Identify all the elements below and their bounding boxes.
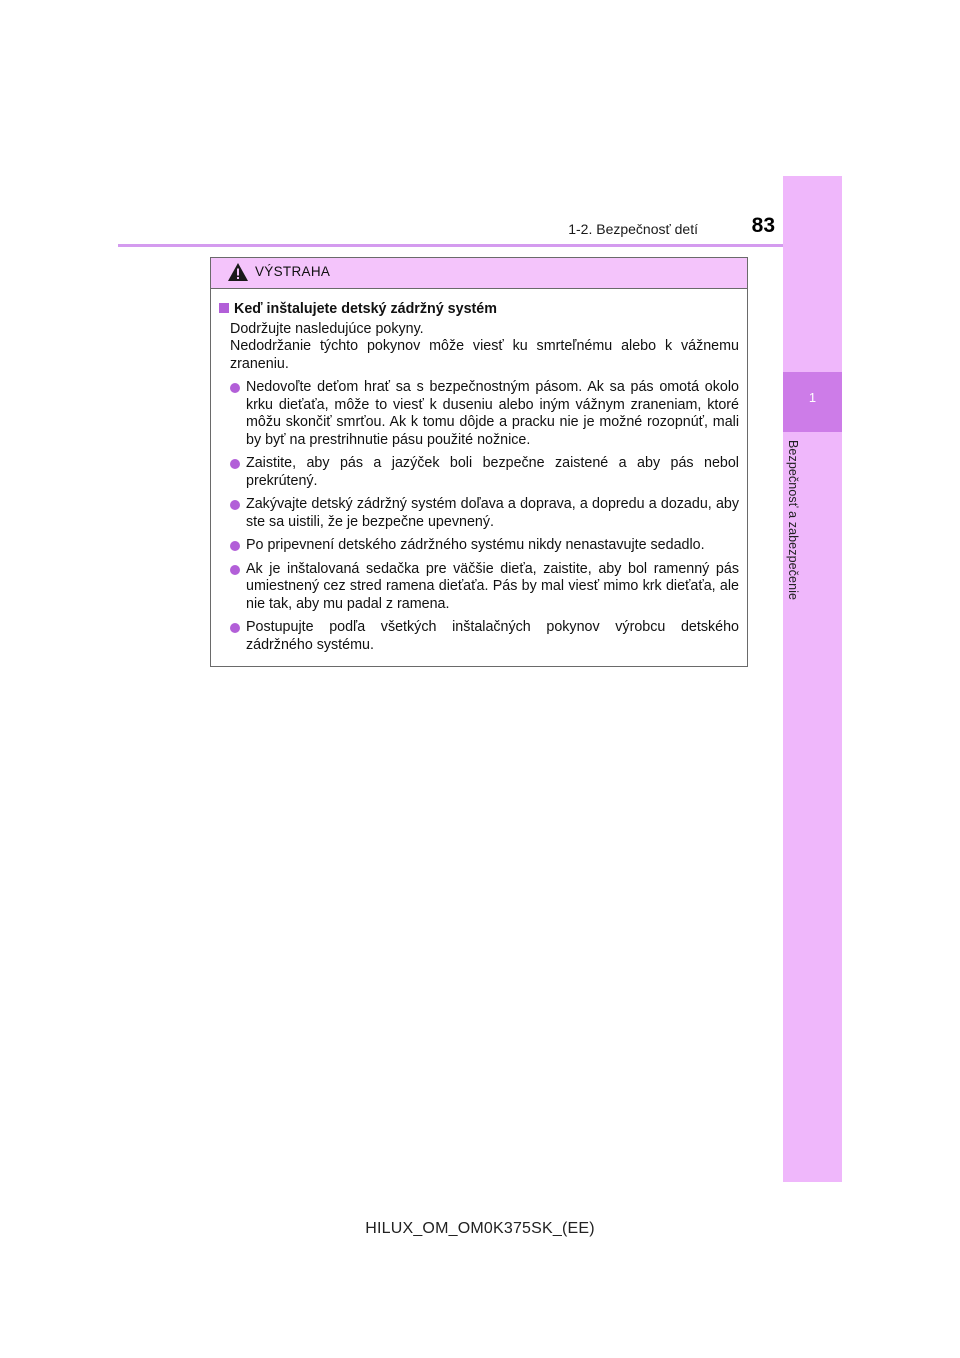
list-item-text: Zaistite, aby pás a jazýček boli bezpečne zaistené a aby pás nebol prekrútený. [246,455,739,489]
header-rule [118,244,842,247]
warning-title: VÝSTRAHA [255,264,331,279]
list-item-text: Zakývajte detský zádržný systém doľava a doprava, a dopredu a dozadu, aby ste sa uistili, že je bezpečne upevnený. [246,496,739,530]
round-bullet-icon [230,565,240,575]
warning-section-title [219,301,739,319]
list-item [230,379,739,449]
warning-box [210,257,748,667]
round-bullet-icon [230,500,240,510]
list-item-text: Po pripevnení detského zádržného systému nikdy nenastavujte sedadlo. [246,537,705,553]
list-item-text: Nedovoľte deťom hrať sa s bezpečnostným pásom. Ak sa pás omotá okolo krku dieťaťa, môže to viesť k duseniu alebo iným vážnym zraneniam, ktoré môžu skončiť smrťou. Ak k tomu dôjde a pracku nie je možné rozopnúť, mali by byť na prestrihnutie pásu použité nožnice. [246,379,739,448]
list-item-text: Postupujte podľa všetkých inštalačných pokynov výrobcu detského zádržného systému. [246,619,739,653]
warning-header [211,258,747,289]
round-bullet-icon [230,623,240,633]
chapter-side-tab [783,176,842,1182]
square-bullet-icon [219,303,229,313]
page-number: 83 [751,214,775,237]
list-item-text: Ak je inštalovaná sedačka pre väčšie dieťa, zaistite, aby bol ramenný pás umiestnený cez stred ramena dieťaťa. Pás by mal viesť mimo krk dieťaťa, ale nie tak, aby mu padal z ramena. [246,560,739,612]
document-code: HILUX_OM_OM0K375SK_(EE) [365,1220,595,1237]
list-item [230,561,739,614]
warning-triangle-icon [227,262,249,282]
round-bullet-icon [230,459,240,469]
list-item [230,619,739,654]
warning-intro-line2: Nedodržanie týchto pokynov môže viesť ku smrteľnému alebo k vážnemu zraneniu. [230,338,739,372]
list-item [230,496,739,531]
warning-body [211,289,747,654]
list-item [230,455,739,490]
header-section-title: 1-2. Bezpečnosť detí [568,221,698,237]
warning-intro-line1: Dodržujte nasledujúce pokyny. [230,320,424,337]
chapter-number: 1 [808,390,817,405]
warning-bullet-list [219,379,739,654]
warning-section-title-text: Keď inštalujete detský zádržný systém [234,301,497,317]
chapter-title: Bezpečnosť a zabezpečenie [786,440,800,601]
list-item [230,537,739,555]
round-bullet-icon [230,541,240,551]
round-bullet-icon [230,383,240,393]
